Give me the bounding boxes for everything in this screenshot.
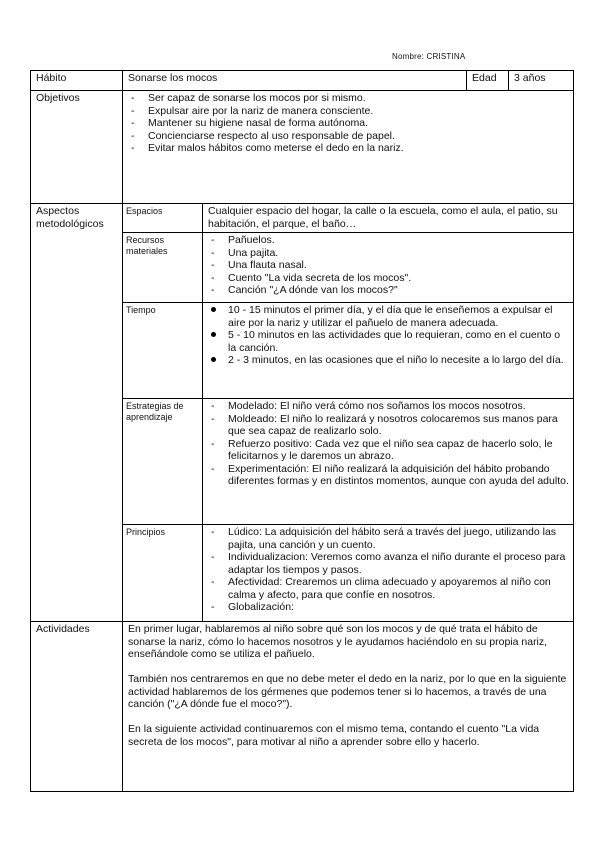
espacios-label: Espacios <box>123 204 203 233</box>
list-item: - Una pajita. <box>208 247 569 260</box>
actividades-label: Actividades <box>31 622 123 792</box>
actividad-paragraph: En la siguiente actividad continuaremos con el mismo tema, contando el cuento "La vida secreta de los mocos", para motivar al niño a aprender sobre ello y hacerlo. <box>128 723 540 748</box>
actividad-paragraph: En primer lugar, hablaremos al niño sobre qué son los mocos y de qué trata el hábito de sonarse la nariz, cómo lo hacemos nosotros y le ayudamos haciéndolo en su propia nariz, enseñándole como se utiliza el pañuelo. <box>128 623 548 660</box>
edad-label: Edad <box>467 71 509 91</box>
list-item: - Pañuelos. <box>208 234 569 247</box>
student-name: Nombre: CRISTINA <box>392 52 466 61</box>
habit-row <box>31 71 574 91</box>
list-item: 2 - 3 minutos, en las ocasiones que el niño lo necesite a lo largo del día. <box>208 354 569 367</box>
list-item: - Cuento "La vida secreta de los mocos". <box>208 272 569 285</box>
list-item: - Ser capaz de sonarse los mocos por si mismo. <box>128 92 569 105</box>
principios-label: Principios <box>123 525 203 622</box>
list-item: - Modelado: El niño verá cómo nos soñamos los mocos nosotros. <box>208 400 569 413</box>
objetivos-list <box>128 92 569 155</box>
recursos-content <box>203 233 574 303</box>
list-item: - Canción "¿A dónde van los mocos?" <box>208 284 569 297</box>
recursos-list <box>208 234 569 297</box>
list-item: - Afectividad: Crearemos un clima adecuado y apoyaremos al niño con calma y afecto, para que confíe en nosotros. <box>208 576 569 601</box>
estrategias-list <box>208 400 569 488</box>
list-item: 10 - 15 minutos el primer día, y el día que le enseñemos a expulsar el aire por la nariz y utilizar el pañuelo de manera adecuada. <box>208 304 569 329</box>
habito-label: Hábito <box>31 71 123 91</box>
actividades-content <box>123 622 574 792</box>
estrategias-content <box>203 399 574 525</box>
list-item: - Mantener su higiene nasal de forma autónoma. <box>128 117 569 130</box>
list-item: - Refuerzo positivo: Cada vez que el niño sea capaz de hacerlo solo, le felicitarnos y le daremos un abrazo. <box>208 438 569 463</box>
actividades-row <box>31 622 574 792</box>
estrategias-label: Estrategias de aprendizaje <box>123 399 203 525</box>
habit-table <box>30 70 574 792</box>
list-item: - Concienciarse respecto al uso responsable de papel. <box>128 130 569 143</box>
objetivos-content <box>123 91 574 204</box>
list-item: - Moldeado: El niño lo realizará y nosotros colocaremos sus manos para que sea capaz de realizarlo solo. <box>208 413 569 438</box>
list-item: - Experimentación: El niño realizará la adquisición del hábito probando diferentes formas y en distintos momentos, aunque con ayuda del adulto. <box>208 463 569 488</box>
habito-value: Sonarse los mocos <box>123 71 467 91</box>
principios-content <box>203 525 574 622</box>
espacios-row <box>31 204 574 233</box>
objetivos-row <box>31 91 574 204</box>
recursos-label: Recursos materiales <box>123 233 203 303</box>
tiempo-content <box>203 303 574 399</box>
list-item: - Individualizacion: Veremos como avanza el niño durante el proceso para adaptar los tiempos y pasos. <box>208 551 569 576</box>
objetivos-label: Objetivos <box>31 91 123 204</box>
list-item: - Lúdico: La adquisición del hábito será a través del juego, utilizando las pajita, una canción y un cuento. <box>208 526 569 551</box>
aspectos-label: Aspectos metodológicos <box>31 204 123 622</box>
list-item: - Evitar malos hábitos como meterse el dedo en la nariz. <box>128 142 569 155</box>
edad-value: 3 años <box>509 71 574 91</box>
actividad-paragraph: También nos centraremos en que no debe meter el dedo en la nariz, por lo que en la siguiente actividad hablaremos de los gérmenes que podemos tener si lo hacemos, a través de una canción ("¿A dónde fue el moco?"). <box>128 673 567 710</box>
list-item: - Expulsar aire por la nariz de manera consciente. <box>128 105 569 118</box>
list-item: 5 - 10 minutos en las actividades que lo requieran, como en el cuento o la canción. <box>208 329 569 354</box>
list-item: - Una flauta nasal. <box>208 259 569 272</box>
espacios-text: Cualquier espacio del hogar, la calle o la escuela, como el aula, el patio, su habitación, el parque, el baño… <box>203 204 574 233</box>
principios-list <box>208 526 569 614</box>
tiempo-label: Tiempo <box>123 303 203 399</box>
list-item: - Globalización: <box>208 601 569 614</box>
tiempo-list <box>208 304 569 367</box>
